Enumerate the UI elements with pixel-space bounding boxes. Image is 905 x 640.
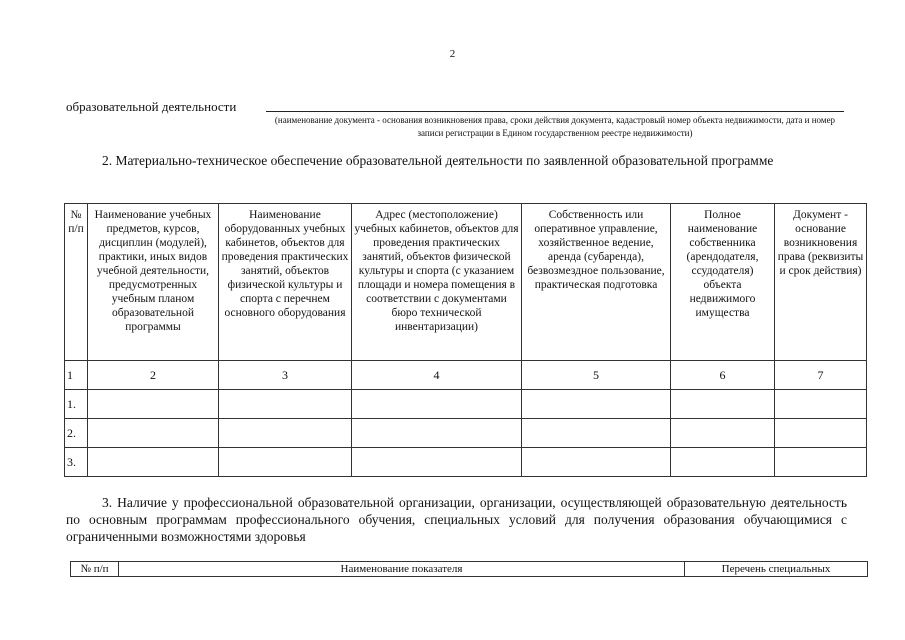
row-number: 1. bbox=[65, 390, 88, 419]
column-number: 4 bbox=[352, 361, 522, 390]
column-number: 1 bbox=[65, 361, 88, 390]
table-cell bbox=[219, 390, 352, 419]
table-cell bbox=[671, 419, 775, 448]
row-number: 2. bbox=[65, 419, 88, 448]
table-row bbox=[65, 419, 867, 448]
table-cell bbox=[522, 390, 671, 419]
column-number-row bbox=[65, 361, 867, 390]
table-cell bbox=[88, 390, 219, 419]
table-header-row bbox=[71, 562, 868, 577]
header-cell: Полное наименование собственника (арендодателя, ссудодателя) объекта недвижимого имущества bbox=[671, 204, 775, 361]
table-header-row bbox=[65, 204, 867, 361]
page-number: 2 bbox=[449, 48, 456, 60]
column-number: 3 bbox=[219, 361, 352, 390]
header-cell: № п/п bbox=[65, 204, 88, 361]
header-cell: Перечень специальных bbox=[685, 562, 868, 577]
table-cell bbox=[775, 390, 867, 419]
table-cell bbox=[775, 419, 867, 448]
table-cell bbox=[352, 419, 522, 448]
header-cell: Адрес (местоположение) учебных кабинетов, объектов для проведения практических занятий, объектов физической культуры и спорта (с указанием площади и номера помещения в соответствии с документами бюро технической инвентаризации) bbox=[352, 204, 522, 361]
table-cell bbox=[219, 419, 352, 448]
table-cell bbox=[671, 390, 775, 419]
table-cell bbox=[522, 448, 671, 477]
header-cell: Документ - основание возникновения права (реквизиты и срок действия) bbox=[775, 204, 867, 361]
table-cell bbox=[88, 419, 219, 448]
header-cell: Собственность или оперативное управление, хозяйственное ведение, аренда (субаренда), безвозмездное пользование, практическая подготовка bbox=[522, 204, 671, 361]
column-number: 5 bbox=[522, 361, 671, 390]
table-cell bbox=[88, 448, 219, 477]
section-2-heading: 2. Материально-техническое обеспечение образовательной деятельности по заявленной образовательной программе bbox=[102, 153, 774, 168]
table-cell bbox=[671, 448, 775, 477]
column-number: 6 bbox=[671, 361, 775, 390]
row-number: 3. bbox=[65, 448, 88, 477]
table-cell bbox=[352, 390, 522, 419]
line1-underline bbox=[266, 111, 844, 112]
conditions-table bbox=[70, 561, 868, 577]
table-cell bbox=[352, 448, 522, 477]
table-cell bbox=[522, 419, 671, 448]
line1-note: (наименование документа - основания возникновения права, сроки действия документа, кадастровый номер объекта недвижимости, дата и номер записи регистрации в Едином государственном реестре недвижимости) bbox=[274, 115, 836, 138]
header-cell: Наименование учебных предметов, курсов, дисциплин (модулей), практики, иных видов учебной деятельности, предусмотренных учебным планом образовательной программы bbox=[88, 204, 219, 361]
column-number: 7 bbox=[775, 361, 867, 390]
section-3-heading: 3. Наличие у профессиональной образовательной организации, организации, осуществляющей образовательную деятельность по основным программам профессионального обучения, специальных условий для получения образования обучающимися с ограниченными возможностями здоровья bbox=[66, 495, 847, 544]
column-number: 2 bbox=[88, 361, 219, 390]
table-cell bbox=[219, 448, 352, 477]
header-cell: № п/п bbox=[71, 562, 119, 577]
header-cell: Наименование оборудованных учебных кабинетов, объектов для проведения практических занятий, объектов физической культуры и спорта с перечнем основного оборудования bbox=[219, 204, 352, 361]
table-row bbox=[65, 390, 867, 419]
table-row bbox=[65, 448, 867, 477]
line1-label: образовательной деятельности bbox=[66, 99, 237, 114]
material-table bbox=[64, 203, 867, 477]
header-cell: Наименование показателя bbox=[119, 562, 685, 577]
table-cell bbox=[775, 448, 867, 477]
